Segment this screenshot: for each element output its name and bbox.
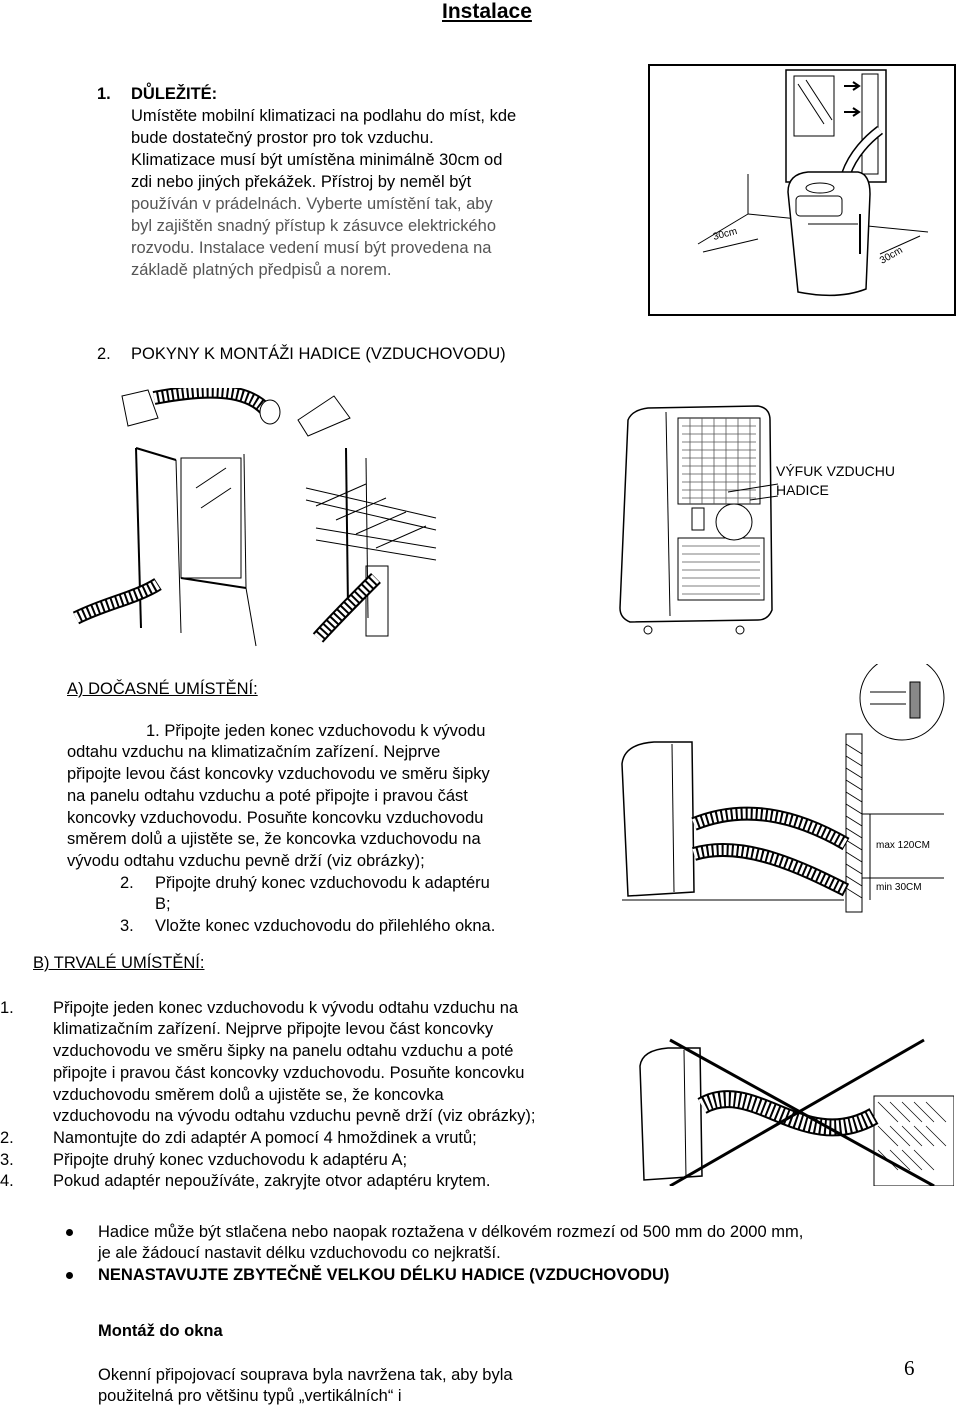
section1-line: byl zajištěn snadný přístup k zásuvce elektrického — [131, 217, 497, 235]
permanent-item-line: Pokud adaptér nepoužíváte, zakryjte otvor adaptéru krytem. — [53, 1172, 491, 1190]
permanent-item-number: 4. — [0, 1172, 14, 1190]
permanent-item-number: 2. — [0, 1129, 14, 1147]
wrong-installation-figure — [634, 1036, 954, 1186]
temporary-line: vývodu odtahu vzduchu pevně drží (viz obrázky); — [67, 852, 425, 870]
section1-heading: DŮLEŽITÉ: — [131, 85, 218, 103]
placement-figure — [648, 64, 956, 316]
section1-line: bude dostatečný prostor pro tok vzduchu. — [131, 129, 434, 147]
permanent-item-line: Namontujte do zdi adaptér A pomocí 4 hmoždinek a vrutů; — [53, 1129, 477, 1147]
min-height-label: min 30CM — [876, 882, 922, 893]
bullet-icon — [66, 1229, 73, 1236]
dim-label: 30cm — [878, 244, 905, 267]
section2-number: 2. — [97, 345, 111, 363]
permanent-item-line: vzduchovodu na vývodu odtahu vzduchu pevně drží (viz obrázky); — [53, 1107, 536, 1125]
window-mount-heading: Montáž do okna — [98, 1322, 223, 1340]
exhaust-label: VÝFUK VZDUCHU — [776, 463, 896, 479]
bullet-line: je ale žádoucí nastavit délku vzduchovodu co nejkratší. — [98, 1244, 501, 1262]
hose-label: HADICE — [776, 482, 829, 498]
section1-line: rozvodu. Instalace vedení musí být provedena na — [131, 239, 492, 257]
temporary-step3-text: Vložte konec vzduchovodu do přilehlého okna. — [155, 917, 496, 935]
permanent-item-number: 3. — [0, 1151, 14, 1169]
permanent-item-line: Připojte jeden konec vzduchovodu k vývodu odtahu vzduchu na — [53, 999, 519, 1017]
window-mount-line: použitelná pro většinu typů „vertikálních“ i — [98, 1387, 402, 1405]
bullet-line: Hadice může být stlačena nebo naopak roztažena v délkovém rozmezí od 500 mm do 2000 mm, — [98, 1223, 804, 1241]
section1-number: 1. — [97, 85, 111, 103]
permanent-item-number: 1. — [0, 999, 14, 1017]
permanent-item-line: připojte i pravou část koncovky vzduchovodu. Posuňte koncovku — [53, 1064, 525, 1082]
section1-line: základě platných předpisů a norem. — [131, 261, 392, 279]
hose-window-figure — [66, 388, 446, 650]
permanent-item-line: klimatizačním zařízení. Nejprve připojte levou část koncovky — [53, 1020, 494, 1038]
temporary-line: na panelu odtahu vzduchu a poté připojte i pravou část — [67, 787, 468, 805]
page-title: Instalace — [442, 0, 532, 23]
bullet-line: NENASTAVUJTE ZBYTEČNĚ VELKOU DÉLKU HADICE (VZDUCHOVODU) — [98, 1266, 670, 1284]
section1-line: používán v prádelnách. Vyberte umístění tak, aby — [131, 195, 493, 213]
permanent-heading: B) TRVALÉ UMÍSTĚNÍ: — [33, 954, 205, 972]
section2-heading: POKYNY K MONTÁŽI HADICE (VZDUCHOVODU) — [131, 345, 506, 363]
temporary-step2-line: Připojte druhý konec vzduchovodu k adaptéru — [155, 874, 490, 892]
temporary-step2-line: B; — [155, 895, 171, 913]
max-height-label: max 120CM — [876, 840, 930, 851]
temporary-line: připojte levou část koncovky vzduchovodu ve směru šipky — [67, 765, 490, 783]
temporary-line: koncovky vzduchovodu. Posuňte koncovku vzduchovodu — [67, 809, 484, 827]
temporary-line: směrem dolů a ujistěte se, že koncovka vzduchovodu na — [67, 830, 481, 848]
temporary-step2-number: 2. — [120, 874, 134, 892]
permanent-item-line: vzduchovodu ve směru šipky na panelu odtahu vzduchu a poté — [53, 1042, 514, 1060]
exhaust-unit-figure — [608, 404, 778, 636]
permanent-item-line: Připojte druhý konec vzduchovodu k adaptéru A; — [53, 1151, 408, 1169]
wall-height-figure — [614, 664, 960, 920]
temporary-heading: A) DOČASNÉ UMÍSTĚNÍ: — [67, 680, 258, 698]
permanent-item-line: vzduchovodu směrem dolů a ujistěte se, že koncovka — [53, 1086, 444, 1104]
page-number: 6 — [904, 1356, 915, 1380]
section1-line: Klimatizace musí být umístěna minimálně 30cm od — [131, 151, 503, 169]
section1-line: Umístěte mobilní klimatizaci na podlahu do míst, kde — [131, 107, 517, 125]
dim-label: 30cm — [711, 225, 739, 243]
section1-line: zdi nebo jiných překážek. Přístroj by neměl být — [131, 173, 472, 191]
temporary-line: odtahu vzduchu na klimatizačním zařízení. Nejprve — [67, 743, 441, 761]
temporary-line: 1. Připojte jeden konec vzduchovodu k vývodu — [146, 722, 486, 740]
temporary-step3-number: 3. — [120, 917, 134, 935]
bullet-icon — [66, 1272, 73, 1279]
window-mount-line: Okenní připojovací souprava byla navržena tak, aby byla — [98, 1366, 513, 1384]
